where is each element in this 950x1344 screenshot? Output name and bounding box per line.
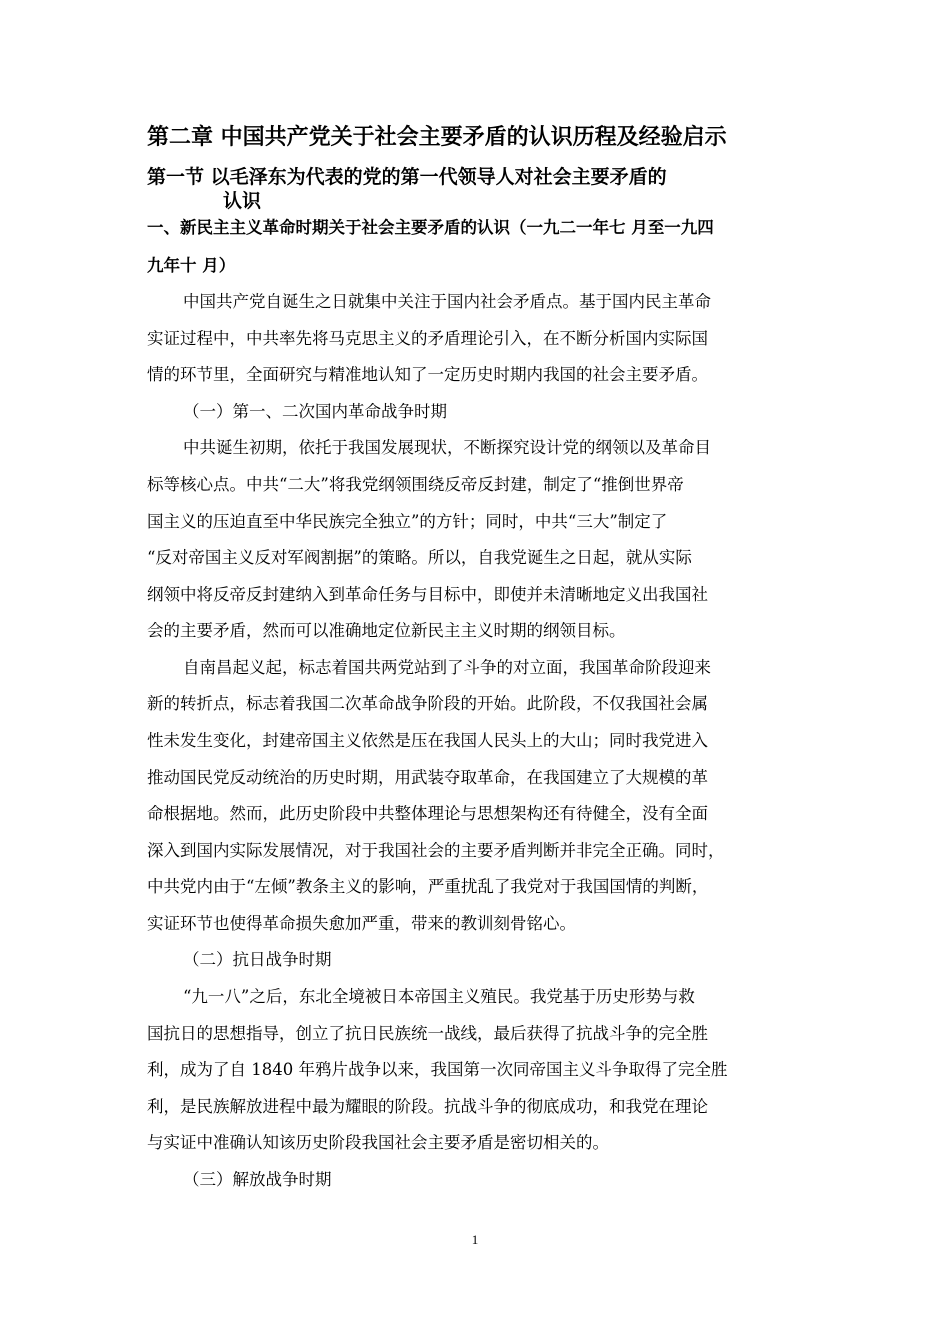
subheading-line: （二）抗日战争时期 xyxy=(183,950,332,969)
paragraph-line: 自南昌起义起，标志着国共两党站到了斗争的对立面，我国革命阶段迎来 xyxy=(183,658,711,677)
paragraph-line: 中共诞生初期，依托于我国发展现状，不断探究设计党的纲领以及革命目 xyxy=(183,438,711,457)
paragraph-line: 与实证中准确认知该历史阶段我国社会主要矛盾是密切相关的。 xyxy=(147,1133,609,1152)
paragraph-line: 实证过程中，中共率先将马克思主义的矛盾理论引入，在不断分析国内实际国 xyxy=(147,329,708,348)
page-number: 1 xyxy=(471,1232,479,1247)
paragraph-line: 纲领中将反帝反封建纳入到革命任务与目标中，即使并未清晰地定义出我国社 xyxy=(147,585,708,604)
subheading-line: （一）第一、二次国内革命战争时期 xyxy=(183,402,447,421)
paragraph-line: 命根据地。然而，此历史阶段中共整体理论与思想架构还有待健全，没有全面 xyxy=(147,804,708,823)
paragraph-line: 性未发生变化，封建帝国主义依然是压在我国人民头上的大山；同时我党进入 xyxy=(147,731,708,750)
paragraph-line: 国抗日的思想指导，创立了抗日民族统一战线，最后获得了抗战斗争的完全胜 xyxy=(147,1024,708,1043)
chapter-title: 第二章 中国共产党关于社会主要矛盾的认识历程及经验启示 xyxy=(147,125,727,150)
paragraph-line: 标等核心点。中共“二大”将我党纲领围绕反帝反封建，制定了“推倒世界帝 xyxy=(147,475,684,494)
paragraph-line: “九一八”之后，东北全境被日本帝国主义殖民。我党基于历史形势与救 xyxy=(183,987,695,1006)
paragraph-line: 利，是民族解放进程中最为耀眼的阶段。抗战斗争的彻底成功，和我党在理论 xyxy=(147,1097,708,1116)
paragraph-line: 情的环节里，全面研究与精准地认知了一定历史时期内我国的社会主要矛盾。 xyxy=(147,365,708,384)
paragraph-line: 新的转折点，标志着我国二次革命战争阶段的开始。此阶段，不仅我国社会属 xyxy=(147,694,708,713)
paragraph-line: 推动国民党反动统治的历史时期，用武装夺取革命，在我国建立了大规模的革 xyxy=(147,768,708,787)
paragraph-line: 实证环节也使得革命损失愈加严重，带来的教训刻骨铭心。 xyxy=(147,914,576,933)
subsection-title: 一、新民主主义革命时期关于社会主要矛盾的认识（一九二一年七 月至一九四 xyxy=(147,218,714,237)
subheading-line: （三）解放战争时期 xyxy=(183,1170,332,1189)
paragraph-line: 中共党内由于“左倾”教条主义的影响，严重扰乱了我党对于我国国情的判断， xyxy=(147,877,709,896)
paragraph-line: 中国共产党自诞生之日就集中关注于国内社会矛盾点。基于国内民主革命 xyxy=(183,292,711,311)
paragraph-line: 深入到国内实际发展情况，对于我国社会的主要矛盾判断并非完全正确。同时， xyxy=(147,841,725,860)
paragraph-line: 利，成为了自 1840 年鸦片战争以来，我国第一次同帝国主义斗争取得了完全胜 xyxy=(147,1060,728,1079)
section-title: 第一节 以毛泽东为代表的党的第一代领导人对社会主要矛盾的 xyxy=(147,166,667,188)
section-title-continuation: 认识 xyxy=(223,190,262,212)
paragraph-line: 国主义的压迫直至中华民族完全独立”的方针；同时，中共“三大”制定了 xyxy=(147,512,668,531)
paragraph-line: “反对帝国主义反对军阀割据”的策略。所以，自我党诞生之日起，就从实际 xyxy=(147,548,692,567)
paragraph-line: 会的主要矛盾，然而可以准确地定位新民主主义时期的纲领目标。 xyxy=(147,621,626,640)
subsection-title-continuation: 九年十 月） xyxy=(147,256,236,275)
